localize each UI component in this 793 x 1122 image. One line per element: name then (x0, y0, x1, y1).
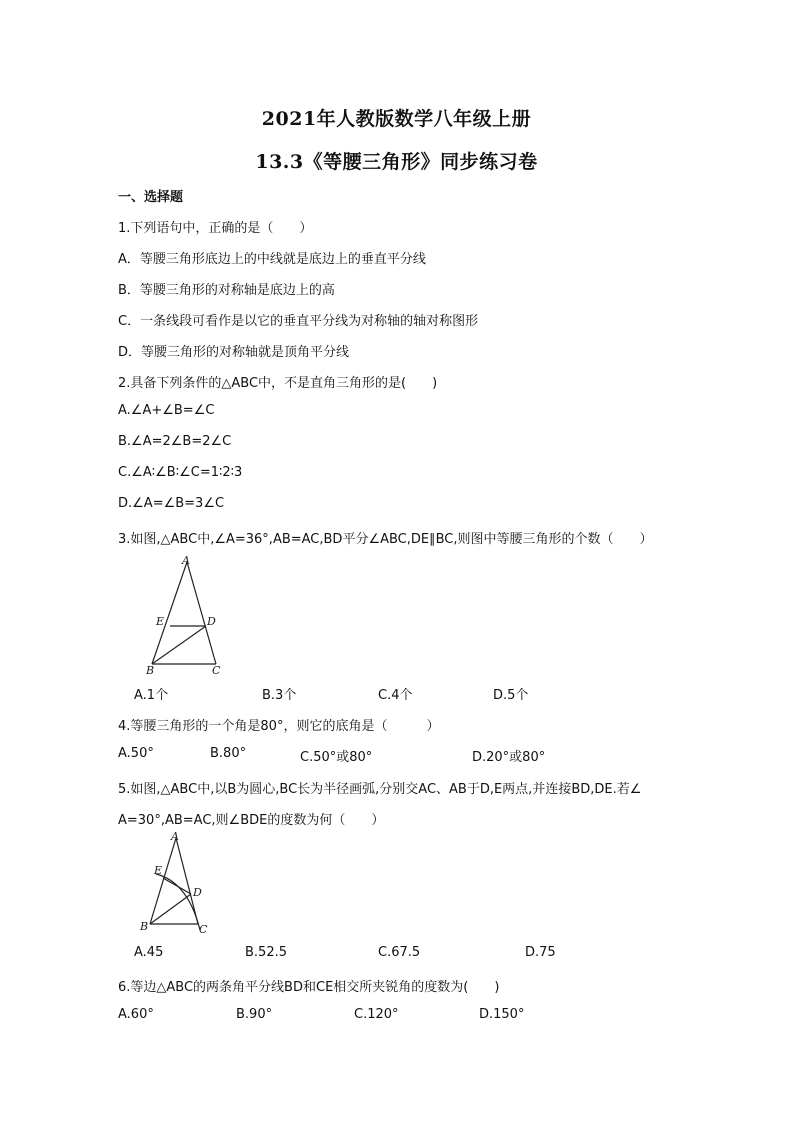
q3-label-e: E (156, 615, 165, 628)
q4-option-b: B.80° (210, 746, 247, 761)
q3-label-d: D (207, 615, 216, 628)
q3-side-ac (187, 562, 216, 664)
q1-stem: 1.下列语句中，正确的是（ ） (118, 221, 313, 236)
q3-triangle-figure (140, 552, 230, 677)
q1-option-a: A．等腰三角形底边上的中线就是底边上的垂直平分线 (118, 252, 426, 267)
q2-option-a: A.∠A+∠B=∠C (118, 403, 215, 418)
q2-option-d: D.∠A=∠B=3∠C (118, 496, 225, 511)
q5-stem-line-1: 5.如图,△ABC中,以B为圆心,BC长为半径画弧,分别交AC、AB于D,E两点,并连接BD,DE.若∠ (118, 782, 642, 797)
q2-stem: 2.具备下列条件的△ABC中，不是直角三角形的是( ) (118, 376, 438, 391)
title-line-1: 2021年人教版数学八年级上册 (261, 108, 532, 130)
q3-label-c: C (212, 664, 221, 677)
q4-option-d: D.20°或80° (472, 750, 546, 765)
q5-option-b: B.52.5 (245, 945, 287, 960)
q3-stem: 3.如图,△ABC中,∠A=36°,AB=AC,BD平分∠ABC,DE∥BC,则图中等腰三角形的个数（ ） (118, 532, 653, 547)
q3-option-b: B.3个 (262, 688, 297, 703)
q6-option-b: B.90° (236, 1007, 273, 1022)
q3-segment-bd (152, 626, 206, 664)
q5-triangle-figure (138, 830, 218, 938)
q5-label-b: B (140, 920, 149, 933)
q1-option-b: B．等腰三角形的对称轴是底边上的高 (118, 283, 335, 298)
q6-option-d: D.150° (479, 1007, 525, 1022)
q5-stem-line-2: A=30°,AB=AC,则∠BDE的度数为何（ ） (118, 813, 385, 828)
q5-option-d: D.75 (525, 945, 556, 960)
q5-label-d: D (193, 886, 202, 899)
q2-option-c: C.∠A∶∠B∶∠C=1∶2∶3 (118, 465, 243, 480)
q5-label-e: E (154, 864, 163, 877)
q5-segment-bd (150, 894, 191, 924)
title-line-2: 13.3《等腰三角形》同步练习卷 (255, 151, 538, 173)
q3-option-a: A.1个 (134, 688, 169, 703)
q3-option-c: C.4个 (378, 688, 413, 703)
q5-option-c: C.67.5 (378, 945, 421, 960)
q4-option-c: C.50°或80° (300, 750, 373, 765)
q6-stem: 6.等边△ABC的两条角平分线BD和CE相交所夹锐角的度数为( ) (118, 980, 500, 995)
q3-label-b: B (146, 664, 155, 677)
q4-stem: 4.等腰三角形的一个角是80°，则它的底角是（ ） (118, 719, 440, 734)
q5-side-ac (176, 838, 198, 924)
q6-option-c: C.120° (354, 1007, 399, 1022)
section-heading: 一、选择题 (118, 190, 184, 205)
q3-option-d: D.5个 (493, 688, 529, 703)
q5-label-c: C (199, 923, 208, 936)
q5-option-a: A.45 (134, 945, 164, 960)
q2-option-b: B.∠A=2∠B=2∠C (118, 434, 232, 449)
q4-option-a: A.50° (118, 746, 154, 761)
q3-side-ab (152, 562, 187, 664)
q1-option-c: C．一条线段可看作是以它的垂直平分线为对称轴的轴对称图形 (118, 314, 479, 329)
q3-label-a: A (182, 554, 190, 567)
q6-option-a: A.60° (118, 1007, 154, 1022)
q5-label-a: A (171, 830, 179, 843)
q1-option-d: D．等腰三角形的对称轴就是顶角平分线 (118, 345, 350, 360)
